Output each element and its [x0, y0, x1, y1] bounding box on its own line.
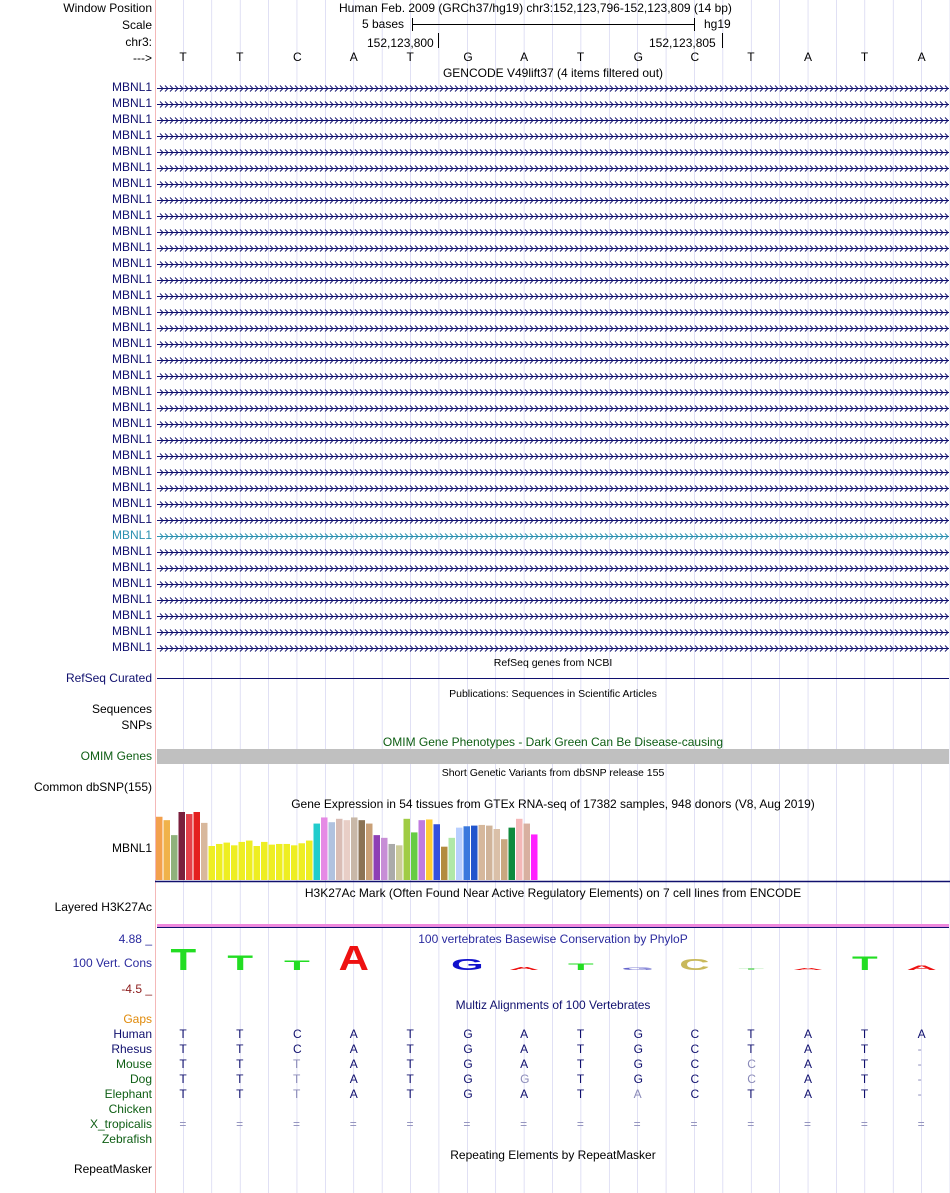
gencode-transcript[interactable] — [157, 338, 949, 350]
scale-assembly: hg19 — [704, 17, 731, 31]
gtex-tissue-bar — [486, 826, 493, 880]
refseq-track-label[interactable]: RefSeq Curated — [65, 671, 152, 685]
phylop-logo-letter: T — [284, 957, 310, 974]
gencode-gene-label[interactable]: MBNL1 — [111, 192, 152, 206]
h3k27ac-track-title[interactable]: H3K27Ac Mark (Often Found Near Active Regulatory Elements) on 7 cell lines from ENCODE — [304, 886, 802, 900]
multiz-base: = — [236, 1117, 244, 1131]
gtex-bar-chart[interactable] — [155, 810, 950, 886]
gtex-tissue-bar — [456, 828, 463, 880]
gencode-transcript[interactable] — [157, 498, 949, 510]
phylop-logo-letter: A — [792, 967, 824, 971]
multiz-species-label[interactable]: Rhesus — [111, 1042, 152, 1056]
gencode-track-title[interactable]: GENCODE V49lift37 (4 items filtered out) — [442, 66, 664, 80]
multiz-base: T — [292, 1072, 301, 1086]
gtex-tissue-bar — [501, 839, 508, 880]
multiz-species-label[interactable]: Mouse — [115, 1057, 152, 1071]
gencode-transcript[interactable] — [157, 258, 949, 270]
multiz-base: A — [804, 1057, 813, 1071]
multiz-base: = — [917, 1117, 925, 1131]
gtex-tissue-bar — [336, 819, 343, 880]
omim-track-title[interactable]: OMIM Gene Phenotypes - Dark Green Can Be Disease-causing — [382, 735, 724, 749]
gencode-gene-label[interactable]: MBNL1 — [111, 208, 152, 222]
base-letter: C — [292, 50, 302, 64]
chrom-label: chr3: — [125, 35, 152, 49]
gencode-gene-label[interactable]: MBNL1 — [111, 624, 152, 638]
phylop-logo-letter: T — [170, 946, 197, 977]
multiz-base: C — [690, 1027, 700, 1041]
gtex-tissue-bar — [494, 829, 501, 880]
multiz-base: T — [860, 1087, 869, 1101]
publications-track-title[interactable]: Publications: Sequences in Scientific Articles — [449, 688, 657, 700]
gtex-tissue-bar — [261, 842, 268, 880]
window-position-label: Window Position — [63, 1, 152, 15]
gtex-tissue-bar — [186, 814, 193, 880]
omim-track-label[interactable]: OMIM Genes — [80, 749, 152, 763]
multiz-base: T — [747, 1042, 755, 1056]
multiz-base: G — [463, 1087, 473, 1101]
phylop-logo-letter: A — [338, 946, 369, 979]
gencode-gene-label[interactable]: MBNL1 — [111, 288, 152, 302]
multiz-base: G — [463, 1027, 473, 1041]
gencode-transcript[interactable] — [157, 226, 949, 238]
gtex-track-label[interactable]: MBNL1 — [111, 841, 152, 855]
phylop-max-label: 4.88 _ — [118, 932, 152, 946]
multiz-base: A — [520, 1027, 529, 1041]
gencode-transcript[interactable] — [157, 386, 949, 398]
h3k27ac-track-label[interactable]: Layered H3K27Ac — [54, 900, 152, 914]
multiz-base: T — [576, 1027, 585, 1041]
gencode-gene-label[interactable]: MBNL1 — [111, 176, 152, 190]
publications-snps-label[interactable]: SNPs — [121, 718, 152, 732]
multiz-base: A — [349, 1072, 358, 1086]
gtex-tissue-bar — [351, 817, 358, 880]
gencode-transcript[interactable] — [157, 450, 949, 462]
base-letter: G — [633, 50, 644, 64]
scale-bar — [412, 24, 695, 25]
gtex-tissue-bar — [359, 820, 366, 880]
strand-label: ---> — [133, 51, 152, 65]
multiz-species-label[interactable]: X_tropicalis — [89, 1117, 152, 1131]
gtex-tissue-bar — [209, 846, 216, 880]
multiz-track-title[interactable]: Multiz Alignments of 100 Vertebrates — [455, 998, 651, 1012]
multiz-base: = — [406, 1117, 414, 1131]
gtex-tissue-bar — [449, 838, 456, 880]
scale-bar-left-tick — [412, 18, 413, 31]
multiz-base: A — [633, 1087, 642, 1101]
gtex-tissue-bar — [216, 844, 223, 880]
multiz-base: T — [576, 1042, 585, 1056]
multiz-base: A — [804, 1087, 813, 1101]
gencode-gene-label[interactable]: MBNL1 — [111, 480, 152, 494]
gencode-gene-label[interactable]: MBNL1 — [111, 576, 152, 590]
multiz-base: A — [349, 1042, 358, 1056]
multiz-base: T — [860, 1042, 869, 1056]
gtex-tissue-bar — [321, 817, 328, 880]
phylop-logo-letter: G — [621, 966, 655, 971]
gencode-gene-label[interactable]: MBNL1 — [111, 368, 152, 382]
multiz-base: G — [633, 1027, 644, 1041]
publications-track-label[interactable]: Sequences — [91, 702, 152, 716]
phylop-logo-letter: T — [851, 952, 878, 975]
gtex-tissue-bar — [426, 819, 433, 880]
gtex-tissue-bar — [419, 820, 426, 880]
multiz-base: T — [236, 1087, 244, 1101]
multiz-base: T — [292, 1057, 301, 1071]
coord-tick-1 — [438, 33, 439, 48]
gencode-gene-label[interactable]: MBNL1 — [111, 464, 152, 478]
gencode-transcript[interactable] — [157, 482, 949, 494]
gencode-gene-label[interactable]: MBNL1 — [111, 160, 152, 174]
gtex-tissue-bar — [164, 820, 171, 880]
gtex-tissue-bar — [464, 826, 471, 880]
coord-tick-2 — [722, 33, 723, 48]
gencode-transcript[interactable] — [157, 178, 949, 190]
gtex-tissue-bar — [479, 825, 486, 880]
phylop-logo-letter: G — [450, 955, 484, 974]
base-letter: A — [520, 50, 529, 64]
multiz-gaps-label: Gaps — [123, 1012, 152, 1026]
multiz-base: T — [406, 1027, 414, 1041]
base-letter: T — [406, 50, 414, 64]
gencode-transcript[interactable] — [157, 82, 949, 94]
gtex-tissue-bar — [299, 843, 306, 880]
phylop-min-label: -4.5 _ — [121, 982, 152, 996]
gencode-gene-label[interactable]: MBNL1 — [111, 544, 152, 558]
gencode-transcript[interactable] — [157, 610, 949, 622]
multiz-base: - — [917, 1087, 922, 1101]
multiz-base: = — [690, 1117, 698, 1131]
gencode-transcript[interactable] — [157, 530, 949, 542]
gencode-gene-label[interactable]: MBNL1 — [111, 272, 152, 286]
multiz-base: T — [292, 1087, 301, 1101]
gtex-tissue-bar — [524, 824, 531, 880]
coord-label-1: 152,123,800 — [367, 36, 434, 50]
gtex-tissue-bar — [201, 823, 208, 880]
multiz-base: T — [406, 1057, 414, 1071]
multiz-base: = — [860, 1117, 868, 1131]
multiz-base: = — [179, 1117, 187, 1131]
base-letter: C — [690, 50, 700, 64]
multiz-base: G — [520, 1072, 530, 1086]
multiz-base: T — [747, 1027, 755, 1041]
gencode-gene-label[interactable]: MBNL1 — [111, 416, 152, 430]
gencode-gene-label[interactable]: MBNL1 — [111, 80, 152, 94]
multiz-base: = — [520, 1117, 528, 1131]
gencode-transcript[interactable] — [157, 146, 949, 158]
multiz-base: A — [520, 1087, 529, 1101]
multiz-base: C — [292, 1027, 302, 1041]
multiz-base: T — [179, 1087, 187, 1101]
gtex-tissue-bar — [531, 834, 538, 880]
multiz-base: A — [804, 1042, 813, 1056]
coord-label-2: 152,123,805 — [649, 36, 716, 50]
multiz-base: A — [520, 1042, 529, 1056]
multiz-base: T — [179, 1072, 187, 1086]
gencode-gene-label[interactable]: MBNL1 — [111, 352, 152, 366]
gencode-transcript[interactable] — [157, 242, 949, 254]
gtex-tissue-bar — [389, 844, 396, 880]
refseq-track-title[interactable]: RefSeq genes from NCBI — [493, 657, 613, 669]
repeatmasker-track-title[interactable]: Repeating Elements by RepeatMasker — [450, 1148, 656, 1162]
gencode-transcript[interactable] — [157, 354, 949, 366]
multiz-base: T — [860, 1072, 869, 1086]
refseq-gene-line[interactable] — [157, 678, 949, 679]
multiz-base: - — [917, 1042, 922, 1056]
gencode-transcript[interactable] — [157, 578, 949, 590]
scale-label: Scale — [121, 18, 152, 32]
gencode-gene-label[interactable]: MBNL1 — [111, 384, 152, 398]
gencode-gene-label[interactable]: MBNL1 — [111, 400, 152, 414]
gtex-tissue-bar — [306, 841, 313, 880]
omim-gene-bar[interactable] — [157, 749, 949, 764]
multiz-species-label[interactable]: Chicken — [108, 1102, 152, 1116]
multiz-base: G — [633, 1042, 644, 1056]
base-letter: T — [236, 50, 244, 64]
phylop-logo-letter: A — [508, 966, 540, 971]
gtex-tissue-bar — [381, 838, 388, 880]
multiz-base: C — [690, 1057, 700, 1071]
phylop-track-title[interactable]: 100 vertebrates Basewise Conservation by PhyloP — [418, 932, 688, 946]
multiz-base: C — [292, 1042, 302, 1056]
phylop-track-label[interactable]: 100 Vert. Cons — [72, 956, 152, 970]
gencode-transcript[interactable] — [157, 546, 949, 558]
base-letter: T — [576, 50, 585, 64]
gtex-tissue-bar — [224, 843, 231, 880]
multiz-base: = — [292, 1117, 300, 1131]
h3k27ac-baseline — [157, 927, 949, 928]
gtex-tissue-bar — [404, 819, 411, 880]
gencode-transcript[interactable] — [157, 562, 949, 574]
gtex-tissue-bar — [434, 824, 441, 880]
base-letter: A — [349, 50, 358, 64]
multiz-base: T — [576, 1087, 585, 1101]
base-letter: A — [804, 50, 813, 64]
gtex-tissue-bar — [194, 812, 201, 880]
multiz-species-label[interactable]: Elephant — [104, 1087, 152, 1101]
base-letter: G — [463, 50, 473, 64]
gtex-tissue-bar — [516, 819, 523, 880]
multiz-base: A — [804, 1072, 813, 1086]
gencode-gene-label[interactable]: MBNL1 — [111, 128, 152, 142]
gtex-tissue-bar — [171, 835, 178, 880]
phylop-logo-letter: T — [738, 967, 765, 971]
gencode-gene-label[interactable]: MBNL1 — [111, 256, 152, 270]
multiz-base: T — [179, 1027, 187, 1041]
multiz-base: G — [463, 1042, 473, 1056]
gencode-transcript[interactable] — [157, 130, 949, 142]
window-position-value: Human Feb. 2009 (GRCh37/hg19) chr3:152,123,796-152,123,809 (14 bp) — [339, 1, 732, 15]
multiz-base: - — [917, 1057, 922, 1071]
gencode-transcript[interactable] — [157, 466, 949, 478]
base-letter: T — [747, 50, 755, 64]
dbsnp-track-title[interactable]: Short Genetic Variants from dbSNP release 155 — [441, 767, 665, 779]
multiz-base: A — [917, 1027, 926, 1041]
phylop-conservation-logo[interactable] — [155, 946, 950, 980]
gtex-tissue-bar — [284, 844, 291, 880]
gencode-gene-label[interactable]: MBNL1 — [111, 96, 152, 110]
gencode-gene-label[interactable]: MBNL1 — [111, 432, 152, 446]
multiz-base: T — [406, 1072, 414, 1086]
multiz-base: G — [463, 1072, 473, 1086]
gencode-transcript[interactable] — [157, 114, 949, 126]
multiz-base: = — [463, 1117, 471, 1131]
gencode-transcript[interactable] — [157, 194, 949, 206]
gtex-tissue-bar — [239, 842, 246, 880]
phylop-logo-letter: C — [679, 955, 710, 974]
phylop-logo-letter: A — [906, 964, 937, 972]
gtex-tissue-bar — [411, 832, 418, 880]
gencode-gene-label[interactable]: MBNL1 — [111, 512, 152, 526]
gtex-tissue-bar — [396, 845, 403, 880]
gencode-transcript[interactable] — [157, 370, 949, 382]
gtex-tissue-bar — [231, 845, 238, 880]
multiz-base: A — [804, 1027, 813, 1041]
base-letter: T — [179, 50, 187, 64]
gencode-gene-label[interactable]: MBNL1 — [111, 224, 152, 238]
multiz-base: = — [633, 1117, 641, 1131]
gtex-tissue-bar — [246, 841, 253, 880]
multiz-base: T — [236, 1057, 244, 1071]
gencode-gene-label[interactable]: MBNL1 — [111, 448, 152, 462]
gtex-tissue-bar — [329, 822, 336, 880]
scale-bar-right-tick — [694, 18, 695, 31]
multiz-base: = — [576, 1117, 584, 1131]
gtex-tissue-bar — [269, 845, 276, 880]
multiz-base: A — [349, 1087, 358, 1101]
gencode-transcript[interactable] — [157, 514, 949, 526]
gtex-tissue-bar — [276, 844, 283, 880]
multiz-base: = — [349, 1117, 357, 1131]
multiz-base: C — [690, 1087, 700, 1101]
multiz-base: T — [236, 1072, 244, 1086]
multiz-base: - — [917, 1072, 922, 1086]
multiz-base: T — [406, 1087, 414, 1101]
multiz-species-label[interactable]: Dog — [129, 1072, 152, 1086]
gtex-tissue-bar — [471, 826, 478, 880]
gencode-transcript[interactable] — [157, 306, 949, 318]
gencode-transcript[interactable] — [157, 434, 949, 446]
gencode-gene-label[interactable]: MBNL1 — [111, 320, 152, 334]
gencode-transcript[interactable] — [157, 418, 949, 430]
multiz-base: T — [406, 1042, 414, 1056]
gencode-transcript[interactable] — [157, 290, 949, 302]
gtex-tissue-bar — [366, 824, 373, 880]
gencode-transcript[interactable] — [157, 402, 949, 414]
base-letter: T — [860, 50, 869, 64]
gtex-tissue-bar — [441, 847, 448, 880]
base-letter: A — [917, 50, 926, 64]
multiz-base: = — [804, 1117, 812, 1131]
gencode-gene-label[interactable]: MBNL1 — [111, 304, 152, 318]
gencode-gene-label[interactable]: MBNL1 — [111, 640, 152, 654]
gencode-transcript[interactable] — [157, 162, 949, 174]
gencode-transcript[interactable] — [157, 594, 949, 606]
gencode-gene-label[interactable]: MBNL1 — [111, 560, 152, 574]
multiz-base: C — [690, 1042, 700, 1056]
multiz-species-label[interactable]: Human — [113, 1027, 152, 1041]
gtex-tissue-bar — [374, 835, 381, 880]
multiz-base: T — [179, 1057, 187, 1071]
gencode-gene-label[interactable]: MBNL1 — [111, 240, 152, 254]
multiz-base: T — [860, 1027, 869, 1041]
gencode-transcript[interactable] — [157, 210, 949, 222]
gencode-transcript[interactable] — [157, 642, 949, 654]
dbsnp-track-label[interactable]: Common dbSNP(155) — [33, 780, 152, 794]
multiz-base: C — [747, 1057, 756, 1071]
gencode-gene-label[interactable]: MBNL1 — [111, 144, 152, 158]
gtex-tissue-bar — [344, 820, 351, 880]
gencode-gene-label[interactable]: MBNL1 — [111, 608, 152, 622]
gtex-tissue-bar — [179, 812, 186, 880]
multiz-base: C — [690, 1072, 700, 1086]
multiz-base: = — [747, 1117, 755, 1131]
gtex-track-title[interactable]: Gene Expression in 54 tissues from GTEx RNA-seq of 17382 samples, 948 donors (V8, Aug 2019) — [291, 797, 815, 811]
gtex-tissue-bar — [509, 828, 516, 880]
multiz-base: A — [349, 1057, 358, 1071]
gtex-tissue-bar — [291, 845, 298, 880]
gtex-tissue-bar — [314, 824, 321, 880]
gencode-transcript[interactable] — [157, 98, 949, 110]
gencode-transcript[interactable] — [157, 626, 949, 638]
multiz-base: C — [747, 1072, 756, 1086]
gencode-gene-label[interactable]: MBNL1 — [111, 592, 152, 606]
multiz-base: G — [633, 1057, 644, 1071]
multiz-base: T — [179, 1042, 187, 1056]
gencode-gene-label[interactable]: MBNL1 — [111, 528, 152, 542]
multiz-base: T — [576, 1072, 585, 1086]
multiz-base: G — [463, 1057, 473, 1071]
gtex-tissue-bar — [156, 817, 163, 880]
gencode-gene-label[interactable]: MBNL1 — [111, 496, 152, 510]
gencode-transcript[interactable] — [157, 322, 949, 334]
gtex-tissue-bar — [254, 846, 261, 880]
multiz-species-label[interactable]: Zebrafish — [101, 1132, 152, 1146]
repeatmasker-track-label[interactable]: RepeatMasker — [73, 1162, 152, 1176]
gencode-gene-label[interactable]: MBNL1 — [111, 112, 152, 126]
gencode-gene-label[interactable]: MBNL1 — [111, 336, 152, 350]
multiz-base: T — [747, 1087, 755, 1101]
phylop-logo-letter: T — [568, 962, 594, 973]
scale-bases: 5 bases — [362, 17, 405, 31]
multiz-base: A — [349, 1027, 358, 1041]
multiz-base: T — [236, 1042, 244, 1056]
multiz-base: T — [860, 1057, 869, 1071]
multiz-base: T — [236, 1027, 244, 1041]
multiz-base: G — [633, 1072, 644, 1086]
multiz-base: T — [576, 1057, 585, 1071]
gencode-transcript[interactable] — [157, 274, 949, 286]
multiz-base: A — [520, 1057, 529, 1071]
phylop-logo-letter: T — [227, 951, 254, 976]
